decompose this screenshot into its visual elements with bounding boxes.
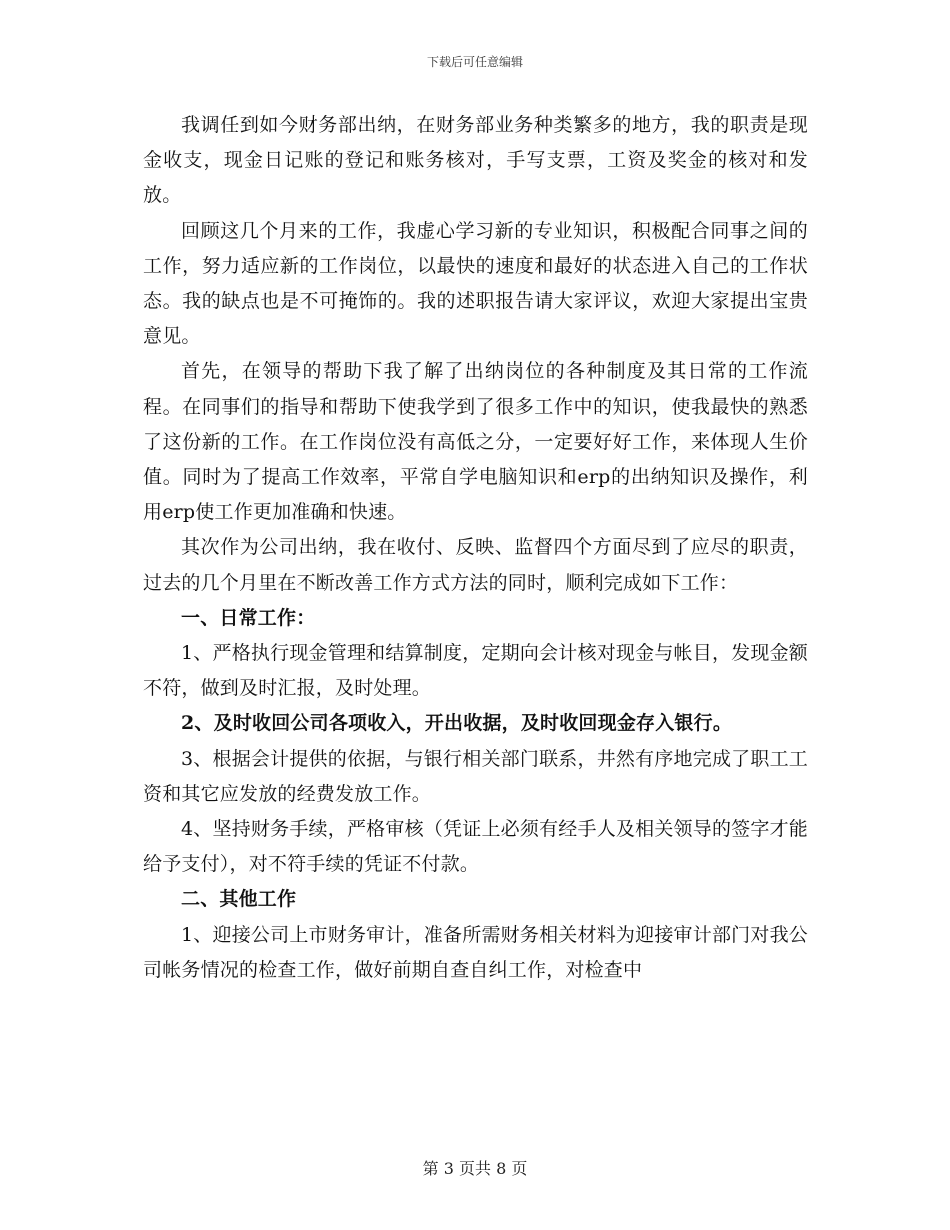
paragraph-4: 其次作为公司出纳，我在收付、反映、监督四个方面尽到了应尽的职责，过去的几个月里在不断改善工作方式方法的同时，顺利完成如下工作： <box>143 536 808 594</box>
paragraph-1: 我调任到如今财务部出纳，在财务部业务种类繁多的地方，我的职责是现金收支，现金日记账的登记和账务核对，手写支票，工资及奖金的核对和发放。 <box>143 114 808 207</box>
daily-item-3: 3、根据会计提供的依据，与银行相关部门联系，井然有序地完成了职工工资和其它应发放的经费发放工作。 <box>143 747 808 805</box>
page-header: 下载后可任意编辑 <box>426 55 523 69</box>
daily-item-1: 1、严格执行现金管理和结算制度，定期向会计核对现金与帐目，发现金额不符，做到及时汇报，及时处理。 <box>143 642 808 700</box>
paragraph-2: 回顾这几个月来的工作，我虚心学习新的专业知识，积极配合同事之间的工作，努力适应新的工作岗位，以最快的速度和最好的状态进入自己的工作状态。我的缺点也是不可掩饰的。我的述职报告请大家评议，欢迎大家提出宝贵意见。 <box>143 219 808 348</box>
daily-item-4: 4、坚持财务手续，严格审核（凭证上必须有经手人及相关领导的签字才能给予支付），对不符手续的凭证不付款。 <box>143 818 808 876</box>
paragraph-3: 首先，在领导的帮助下我了解了出纳岗位的各种制度及其日常的工作流程。在同事们的指导和帮助下使我学到了很多工作中的知识，使我最快的熟悉了这份新的工作。在工作岗位没有高低之分，一定要好好工作，来体现人生价值。同时为了提高工作效率，平常自学电脑知识和erp的出纳知识及操作，利用erp使工作更加准确和快速。 <box>143 360 808 524</box>
document-body <box>143 108 808 988</box>
section-heading-daily-work: 一、日常工作： <box>181 606 316 629</box>
page-footer: 第 3 页共 8 页 <box>422 1159 528 1178</box>
other-item-1: 1、迎接公司上市财务审计，准备所需财务相关材料为迎接审计部门对我公司帐务情况的检查工作，做好前期自查自纠工作，对检查中 <box>143 923 808 981</box>
section-heading-other-work: 二、其他工作 <box>181 888 297 911</box>
daily-item-2: 2、及时收回公司各项收入，开出收据，及时收回现金存入银行。 <box>181 712 733 735</box>
